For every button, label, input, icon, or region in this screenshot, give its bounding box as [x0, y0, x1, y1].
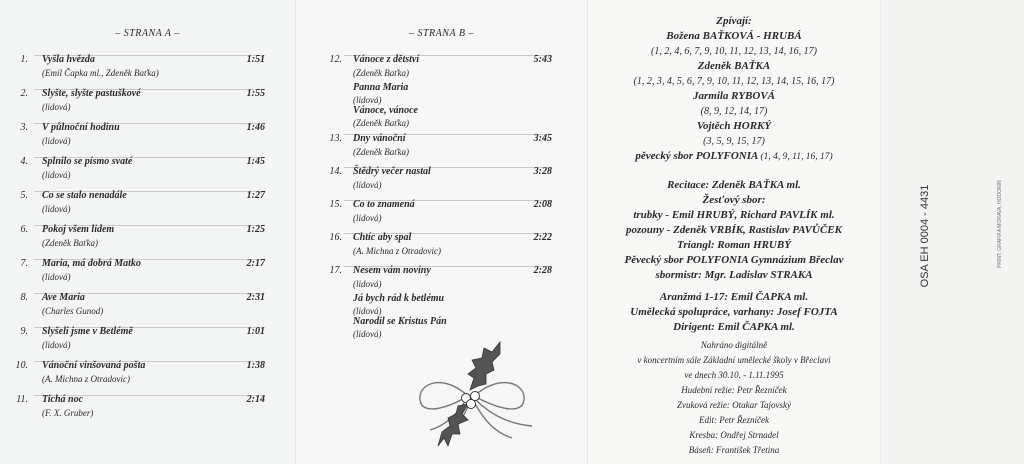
art-line: Báseň: František Třetina	[688, 445, 780, 455]
performer-line: sbormistr: Mgr. Ladislav STRAKA	[655, 269, 813, 281]
arrangement-block	[588, 290, 880, 335]
track-duration: 2:17	[246, 258, 265, 269]
track-composer: (lidová)	[42, 272, 71, 282]
track-composer: (Charles Gunod)	[42, 306, 104, 316]
track-duration: 1:38	[246, 360, 265, 371]
track-composer: (lidová)	[353, 180, 382, 190]
performer-line: Pěvecký sbor POLYFONIA Gymnázium Břeclav	[624, 254, 844, 266]
track-title: Ave Maria	[42, 292, 85, 303]
track-composer: (lidová)	[353, 279, 382, 289]
singers-heading: Zpívají:	[716, 15, 752, 27]
side-a-panel	[0, 0, 296, 464]
recording-line: v koncertním sále Základní umělecké školy v Břeclavi	[637, 355, 831, 365]
medley-part	[353, 82, 408, 105]
art-block	[588, 428, 880, 458]
track-duration: 2:31	[246, 292, 265, 303]
arrangement-line: Dirigent: Emil ČAPKA ml.	[673, 321, 795, 333]
performer-line: pozouny - Zdeněk VRBÍK, Rastislav PAVŮČEK	[626, 224, 842, 236]
recording-line: Edit: Petr Řezníček	[699, 415, 769, 425]
singer-name: Božena BAŤKOVÁ - HRUBÁ	[666, 30, 802, 42]
track-composer: (lidová)	[42, 340, 71, 350]
track-number: 17.	[329, 265, 342, 276]
track-title: Slyšeli jsme v Betlémě	[42, 326, 133, 337]
track-number: 14.	[329, 166, 342, 177]
track-row	[296, 166, 587, 199]
track-duration: 1:45	[246, 156, 265, 167]
track-row	[0, 54, 295, 87]
singer-name: Vojtěch HORKÝ	[696, 120, 772, 132]
track-duration: 2:28	[533, 265, 552, 276]
track-number: 6.	[20, 224, 28, 235]
track-number: 10.	[15, 360, 28, 371]
track-row	[0, 360, 295, 393]
track-duration: 1:25	[246, 224, 265, 235]
track-row	[0, 156, 295, 189]
track-number: 5.	[20, 190, 28, 201]
track-title: V půlnoční hodinu	[42, 122, 120, 133]
track-title: Nesem vám noviny	[353, 265, 431, 276]
medley-part-title: Vánoce, vánoce	[353, 105, 418, 116]
track-composer: (Zdeněk Baťka)	[42, 238, 98, 248]
track-row	[0, 394, 295, 427]
track-duration: 3:28	[533, 166, 552, 177]
singer-name: Jarmila RYBOVÁ	[692, 90, 775, 102]
medley-part	[353, 293, 444, 316]
recording-block	[588, 338, 880, 428]
recording-line: Hudební režie: Petr Řezníček	[681, 385, 787, 395]
track-composer: (Emil Čapka ml., Zdeněk Baťka)	[42, 68, 159, 78]
medley-part-title: Narodil se Kristus Pán	[353, 316, 447, 327]
holly-leaf-top	[468, 342, 500, 390]
singers-block	[588, 14, 880, 165]
track-number: 15.	[329, 199, 342, 210]
holly-ribbon-illustration	[408, 338, 548, 453]
medley-part-title: Panna Maria	[353, 82, 409, 93]
track-title: Vánoční vinšovaná pošta	[42, 360, 146, 371]
track-title: Splnilo se písmo svaté	[42, 156, 133, 167]
recording-line: Nahráno digitálně	[700, 340, 768, 350]
track-number: 16.	[329, 232, 342, 243]
track-title: Pokoj všem lidem	[42, 224, 115, 235]
track-composer: (A. Michna z Otradovic)	[42, 374, 130, 384]
track-title: Dny vánoční	[353, 133, 406, 144]
singer-tracks: (1, 2, 3, 4, 5, 6, 7, 9, 10, 11, 12, 13, 14, 15, 16, 17)	[633, 76, 835, 87]
art-line: Kresba: Ondřej Strnadel	[689, 430, 779, 440]
track-number: 12.	[329, 54, 342, 65]
track-duration: 2:08	[533, 199, 552, 210]
choir-name: pěvecký sbor POLYFONIA	[635, 150, 758, 162]
track-number: 4.	[20, 156, 28, 167]
medley-part	[353, 316, 447, 339]
track-title: Vánoce z dětství	[353, 54, 420, 65]
track-number: 3.	[20, 122, 28, 133]
medley-part	[353, 105, 418, 128]
track-row	[296, 133, 587, 166]
performer-line: Triangl: Roman HRUBÝ	[677, 239, 791, 251]
track-number: 13.	[329, 133, 342, 144]
credits-panel	[588, 0, 880, 464]
track-composer: (lidová)	[42, 136, 71, 146]
track-row	[0, 122, 295, 155]
medley-part-composer: (lidová)	[353, 95, 382, 105]
track-duration: 1:46	[246, 122, 265, 133]
track-row	[0, 292, 295, 325]
choir-tracks: (1, 4, 9, 11, 16, 17)	[760, 152, 833, 162]
track-duration: 1:01	[246, 326, 265, 337]
track-composer: (lidová)	[353, 213, 382, 223]
choir-line	[588, 149, 880, 165]
track-row	[0, 326, 295, 359]
medley-part-composer: (lidová)	[353, 306, 382, 316]
track-duration: 2:22	[533, 232, 552, 243]
printer-credit: PRINT: GRAFIKA MORAVA, HODONÍN	[997, 180, 1003, 268]
track-title: Štědrý večer nastal	[353, 166, 431, 177]
track-row	[296, 232, 587, 265]
track-duration: 2:14	[246, 394, 265, 405]
medley-part-composer: (Zdeněk Baťka)	[353, 118, 409, 128]
arrangement-line: Aranžmá 1-17: Emil ČAPKA ml.	[659, 291, 809, 303]
track-title: Slyšte, slyšte pastuškové	[42, 88, 141, 99]
track-number: 2.	[20, 88, 28, 99]
catalog-number: OSA EH 0004 - 4431	[919, 184, 931, 288]
arrangement-line: Umělecká spolupráce, varhany: Josef FOJTA	[630, 306, 838, 318]
track-number: 9.	[20, 326, 28, 337]
track-title: Co se stalo nenadále	[42, 190, 127, 201]
track-title: Tichá noc	[42, 394, 84, 405]
track-composer: (lidová)	[42, 102, 71, 112]
track-composer: (Zdeněk Baťka)	[353, 68, 409, 78]
track-row	[296, 199, 587, 232]
singer-tracks: (8, 9, 12, 14, 17)	[700, 106, 768, 117]
side-a-header: – STRANA A –	[115, 28, 180, 39]
side-b-panel	[296, 0, 588, 464]
track-composer: (F. X. Gruber)	[42, 408, 94, 418]
track-duration: 1:51	[246, 54, 265, 65]
track-composer: (A. Michna z Otradovic)	[353, 246, 441, 256]
track-row	[0, 88, 295, 121]
singer-tracks: (3, 5, 9, 15, 17)	[703, 136, 765, 147]
performer-line: Žesťový sbor:	[702, 194, 766, 206]
track-duration: 1:27	[246, 190, 265, 201]
track-row	[0, 190, 295, 223]
track-duration: 5:43	[533, 54, 552, 65]
track-composer: (lidová)	[42, 204, 71, 214]
performer-line: trubky - Emil HRUBÝ, Richard PAVLÍK ml.	[633, 209, 835, 221]
recording-line: Zvuková režie: Otakar Tajovský	[676, 400, 792, 410]
recording-line: ve dnech 30.10. - 1.11.1995	[684, 370, 784, 380]
track-title: Vyšla hvězda	[42, 54, 95, 65]
performer-line: Recitace: Zdeněk BAŤKA ml.	[667, 179, 801, 191]
performers-block	[588, 178, 880, 283]
track-row	[0, 224, 295, 257]
track-number: 7.	[20, 258, 28, 269]
singer-tracks: (1, 2, 4, 6, 7, 9, 10, 11, 12, 13, 14, 16, 17)	[651, 46, 817, 57]
holly-berry-3	[467, 400, 476, 409]
singer-name: Zdeněk BAŤKA	[697, 60, 771, 72]
track-composer: (Zdeněk Baťka)	[353, 147, 409, 157]
track-title: Co to znamená	[353, 199, 415, 210]
track-duration: 1:55	[246, 88, 265, 99]
medley-part-composer: (lidová)	[353, 329, 382, 339]
track-number: 11.	[16, 394, 28, 405]
ribbon-tail-right	[474, 400, 532, 438]
track-title: Chtíc aby spal	[353, 232, 412, 243]
side-b-header: – STRANA B –	[409, 28, 474, 39]
track-composer: (lidová)	[42, 170, 71, 180]
medley-part-title: Já bych rád k betlému	[353, 293, 445, 304]
track-number: 1.	[20, 54, 28, 65]
ribbon-loop-left	[420, 383, 468, 409]
track-row	[296, 54, 587, 87]
track-number: 8.	[20, 292, 28, 303]
track-title: Maria, má dobrá Matko	[42, 258, 141, 269]
track-duration: 3:45	[533, 133, 552, 144]
track-row	[0, 258, 295, 291]
